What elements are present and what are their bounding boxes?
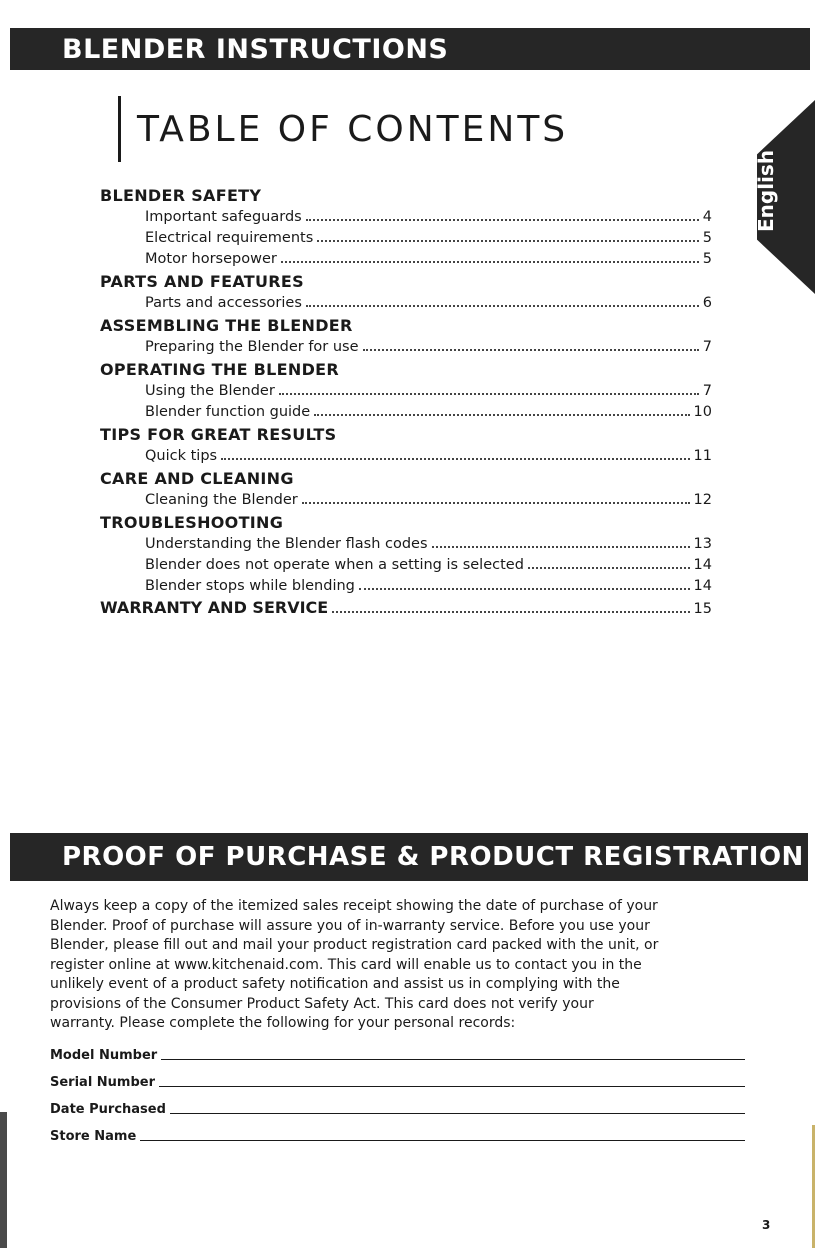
field-label: Model Number	[50, 1048, 158, 1063]
toc-heading	[118, 96, 568, 162]
proof-of-purchase-banner	[10, 833, 808, 881]
toc-entry[interactable]	[145, 337, 712, 358]
toc-entry-page: 11	[693, 448, 712, 464]
toc-entry-label: Preparing the Blender for use	[145, 339, 359, 355]
paragraph-line: unlikely event of a product safety notification and assist us in complying with the	[50, 976, 620, 992]
toc-entry-label: Motor horsepower	[145, 251, 277, 267]
paragraph-line: warranty. Please complete the following for your personal records:	[50, 1015, 516, 1031]
field-label: Serial Number	[50, 1075, 156, 1090]
toc-entry[interactable]	[145, 446, 712, 467]
header-banner-title: BLENDER INSTRUCTIONS	[62, 33, 449, 65]
toc-entry[interactable]	[145, 293, 712, 314]
toc-entry-page: 15	[693, 601, 712, 617]
toc-section-title: TROUBLESHOOTING	[100, 513, 284, 532]
page-number: 3	[762, 1218, 771, 1232]
dot-leader	[279, 393, 699, 395]
dot-leader	[306, 305, 699, 307]
dot-leader	[314, 414, 689, 416]
toc-entry-page: 14	[693, 578, 712, 594]
paragraph-line: Always keep a copy of the itemized sales receipt showing the date of purchase of your	[50, 898, 658, 914]
toc-section-title: ASSEMBLING THE BLENDER	[100, 316, 353, 335]
toc-entry[interactable]	[145, 534, 712, 555]
fill-in-line	[161, 1059, 745, 1060]
scan-edge-left	[0, 1112, 7, 1248]
toc-entry-label: Using the Blender	[145, 383, 275, 399]
toc-entry[interactable]	[145, 402, 712, 423]
toc-section-tips	[100, 424, 712, 467]
toc-entry[interactable]	[145, 207, 712, 228]
fill-in-line	[170, 1113, 745, 1114]
toc-section-warranty[interactable]	[100, 597, 712, 619]
dot-leader	[221, 458, 689, 460]
record-fields	[50, 1036, 745, 1144]
toc-entry-page: 5	[702, 230, 712, 246]
header-banner	[10, 28, 810, 70]
toc-section-troubleshooting	[100, 512, 712, 597]
toc-title: TABLE OF CONTENTS	[137, 108, 569, 150]
toc-heading-rule	[118, 96, 121, 162]
toc-section-operating	[100, 359, 712, 423]
toc-entry[interactable]	[145, 555, 712, 576]
dot-leader	[432, 546, 690, 548]
toc-entry-label: Understanding the Blender flash codes	[145, 536, 428, 552]
toc-entry-page: 6	[702, 295, 712, 311]
store-name-field	[50, 1117, 745, 1144]
toc-entry-page: 10	[693, 404, 712, 420]
paragraph-line: Blender, please fill out and mail your product registration card packed with the unit, or	[50, 937, 659, 953]
toc-section-assembling	[100, 315, 712, 358]
toc-entry[interactable]	[145, 576, 712, 597]
date-purchased-field	[50, 1090, 745, 1117]
toc-entry-label: Blender stops while blending	[145, 578, 355, 594]
toc-section-title: BLENDER SAFETY	[100, 186, 262, 205]
toc-section-title: PARTS AND FEATURES	[100, 272, 304, 291]
field-label: Store Name	[50, 1129, 137, 1144]
dot-leader	[317, 240, 698, 242]
toc-entry-page: 4	[702, 209, 712, 225]
paragraph-line: register online at www.kitchenaid.com. This card will enable us to contact you in the	[50, 956, 642, 973]
toc-section-title: CARE AND CLEANING	[100, 469, 294, 488]
paragraph-line: Blender. Proof of purchase will assure you of in-warranty service. Before you use your	[50, 917, 650, 934]
proof-banner-title: PROOF OF PURCHASE & PRODUCT REGISTRATION	[62, 842, 804, 872]
toc-section-title: WARRANTY AND SERVICE	[100, 598, 329, 617]
dot-leader	[363, 349, 699, 351]
toc-section-title: OPERATING THE BLENDER	[100, 360, 340, 379]
table-of-contents	[100, 184, 712, 619]
toc-entry-label: Cleaning the Blender	[145, 492, 298, 508]
fill-in-line	[140, 1140, 745, 1141]
toc-section-parts-and-features	[100, 271, 712, 314]
toc-section-care	[100, 468, 712, 511]
dot-leader	[302, 502, 690, 504]
toc-entry[interactable]	[145, 228, 712, 249]
toc-entry-label: Parts and accessories	[145, 295, 302, 311]
toc-entry-page: 14	[693, 557, 712, 573]
toc-entry[interactable]	[145, 490, 712, 511]
toc-entry-page: 13	[693, 536, 712, 552]
toc-entry-label: Electrical requirements	[145, 230, 314, 246]
toc-section-blender-safety	[100, 185, 712, 270]
toc-section-title: TIPS FOR GREAT RESULTS	[100, 425, 337, 444]
proof-paragraph	[50, 897, 750, 1034]
toc-entry-page: 5	[702, 251, 712, 267]
toc-entry-page: 12	[693, 492, 712, 508]
language-tab-label: English	[754, 149, 778, 232]
model-number-field	[50, 1036, 745, 1063]
dot-leader	[281, 261, 699, 263]
field-label: Date Purchased	[50, 1102, 166, 1117]
toc-entry-label: Important safeguards	[145, 209, 302, 225]
dot-leader	[332, 611, 689, 613]
toc-entry-label: Blender function guide	[145, 404, 311, 420]
toc-entry[interactable]	[145, 381, 712, 402]
dot-leader	[306, 219, 699, 221]
serial-number-field	[50, 1063, 745, 1090]
toc-entry-label: Quick tips	[145, 448, 218, 464]
toc-entry[interactable]	[145, 249, 712, 270]
toc-entry-label: Blender does not operate when a setting is selected	[145, 557, 524, 573]
toc-entry-page: 7	[702, 339, 712, 355]
dot-leader	[528, 567, 690, 569]
dot-leader	[359, 588, 690, 590]
paragraph-line: provisions of the Consumer Product Safety Act. This card does not verify your	[50, 995, 594, 1012]
fill-in-line	[159, 1086, 745, 1087]
toc-entry-page: 7	[702, 383, 712, 399]
